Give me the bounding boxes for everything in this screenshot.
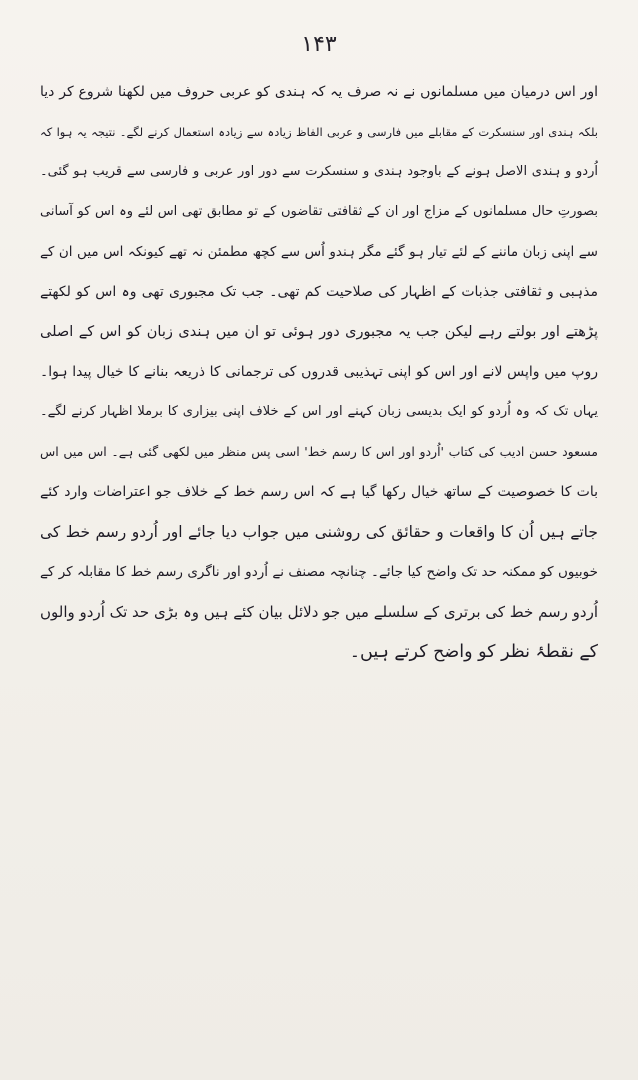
text-line: مذہبی و ثقافتی جذبات کے اظہار کی صلاحیت کم تھی۔ جب تک مجبوری تھی وہ اس کو لکھتے <box>40 284 598 300</box>
text-line: اُردو رسم خط کی برتری کے سلسلے میں جو دلائل بیان کئے ہیں وہ بڑی حد تک اُردو والوں <box>40 603 598 621</box>
text-line: سے اپنی زبان ماننے کے لئے تیار ہو گئے مگر ہندو اُس سے کچھ مطمئن نہ تھے کیونکہ اس میں ان کے <box>40 244 598 260</box>
text-line: اور اس درمیان میں مسلمانوں نے نہ صرف یہ کہ ہندی کو عربی حروف میں لکھنا شروع کر دیا <box>40 84 598 100</box>
text-line: بات کا خصوصیت کے ساتھ خیال رکھا گیا ہے کہ اس رسم خط کے خلاف جو اعتراضات وارد کئے <box>40 484 598 500</box>
text-line: بلکہ ہندی اور سنسکرت کے مقابلے میں فارسی و عربی الفاظ زیادہ سے زیادہ استعمال کرنے لگے۔ نتیجہ یہ ہوا کہ <box>40 125 598 139</box>
text-line: یہاں تک کہ وہ اُردو کو ایک بدیسی زبان کہنے اور اس کے خلاف اپنی بیزاری کا برملا اظہار کرنے لگے۔ <box>40 404 598 419</box>
text-line: پڑھتے اور بولتے رہے لیکن جب یہ مجبوری دور ہوئی تو ان میں ہندی زبان کو اس کے اصلی <box>40 324 598 340</box>
page-number: ۱۴۳ <box>301 32 337 57</box>
text-line: بصورتِ حال مسلمانوں کے مزاج اور ان کے ثقافتی تقاضوں کے تو مطابق تھی اس لئے وہ اس کو آسانی <box>40 204 598 219</box>
text-line-last: کے نقطۂ نظر کو واضح کرتے ہیں۔ <box>349 642 598 662</box>
text-line: روپ میں واپس لانے اور اس کو اپنی تہذیبی قدروں کی ترجمانی کا ذریعہ بنانے کا خیال پیدا ہوا۔ <box>40 364 598 380</box>
text-line: مسعود حسن ادیب کی کتاب 'اُردو اور اس کا رسم خط' اسی پس منظر میں لکھی گئی ہے۔ اس میں اس <box>40 444 598 459</box>
text-line: اُردو و ہندی الاصل ہونے کے باوجود ہندی و سنسکرت سے دور اور عربی و فارسی سے قریب ہو گئی۔ <box>40 164 598 179</box>
body-text <box>40 72 598 672</box>
text-line: جاتے ہیں اُن کا واقعات و حقائق کی روشنی میں جواب دیا جائے اور اُردو رسم خط کی <box>40 523 598 541</box>
text-line: خوبیوں کو ممکنہ حد تک واضح کیا جائے۔ چنانچہ مصنف نے اُردو اور ناگری رسم خط کا مقابلہ کر کے <box>40 564 598 580</box>
